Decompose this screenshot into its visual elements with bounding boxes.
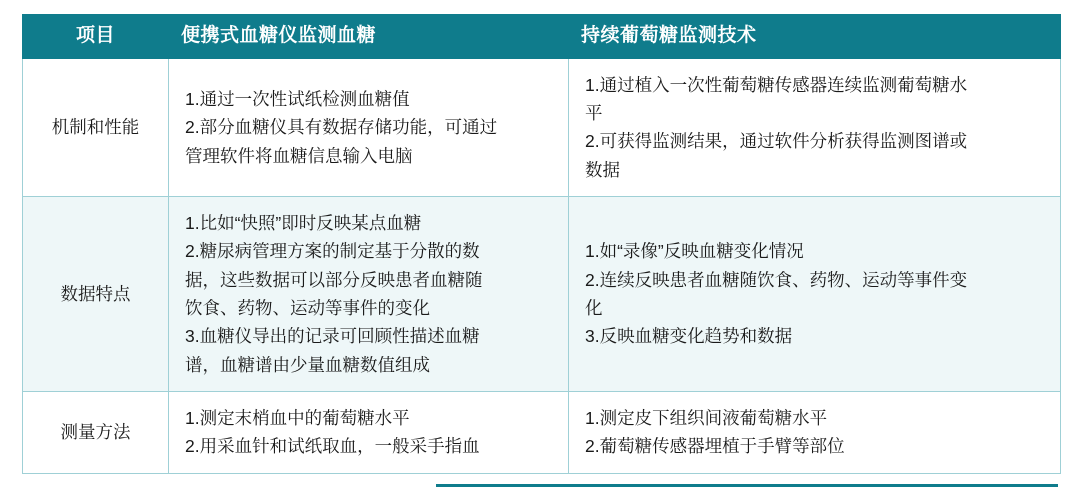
cell-line: 1.如“录像”反映血糖变化情况: [585, 241, 804, 262]
column-header-cgm: 持续葡萄糖监测技术: [569, 15, 1061, 59]
table-row: [23, 392, 1061, 474]
column-header-item: 项目: [23, 15, 169, 59]
row-label-mechanism: 机制和性能: [23, 58, 169, 196]
cell-line: 3.反映血糖变化趋势和数据: [585, 326, 793, 347]
cell-line: 3.血糖仪导出的记录可回顾性描述血糖: [185, 326, 480, 347]
cell-line: 1.通过一次性试纸检测血糖值: [185, 88, 410, 109]
row-label-measurement: 测量方法: [23, 392, 169, 474]
table-header: [23, 15, 1061, 59]
cell-line: 化: [585, 298, 603, 319]
cell-line: 2.糖尿病管理方案的制定基于分散的数: [185, 241, 480, 262]
cell-line: 1.通过植入一次性葡萄糖传感器连续监测葡萄糖水: [585, 74, 968, 95]
cell-mechanism-cgm: [569, 58, 1061, 196]
cell-measurement-cgm: [569, 392, 1061, 474]
row-label-data-features: 数据特点: [23, 197, 169, 392]
cell-line: 1.测定末梢血中的葡萄糖水平: [185, 408, 410, 429]
cell-line: 数据: [585, 159, 620, 180]
cell-data-features-smbg: [169, 197, 569, 392]
cell-line: 饮食、药物、运动等事件的变化: [185, 298, 430, 319]
cell-mechanism-smbg: [169, 58, 569, 196]
cell-line: 2.葡萄糖传感器埋植于手臂等部位: [585, 436, 845, 457]
cell-measurement-smbg: [169, 392, 569, 474]
table-header-row: [23, 15, 1061, 59]
table-body: [23, 58, 1061, 473]
cell-line: 2.可获得监测结果，通过软件分析获得监测图谱或: [585, 131, 968, 152]
cell-line: 1.测定皮下组织间液葡萄糖水平: [585, 408, 828, 429]
cell-line: 谱，血糖谱由少量血糖数值组成: [185, 354, 430, 375]
cell-line: 2.用采血针和试纸取血，一般采手指血: [185, 436, 480, 457]
footer-rule: [436, 484, 1058, 487]
table-row: [23, 58, 1061, 196]
cell-line: 1.比如“快照”即时反映某点血糖: [185, 213, 422, 234]
cell-line: 管理软件将血糖信息输入电脑: [185, 145, 413, 166]
comparison-table-container: [22, 14, 1060, 474]
table-row: [23, 197, 1061, 392]
cell-line: 据，这些数据可以部分反映患者血糖随: [185, 269, 483, 290]
column-header-smbg: 便携式血糖仪监测血糖: [169, 15, 569, 59]
cell-line: 2.连续反映患者血糖随饮食、药物、运动等事件变: [585, 269, 968, 290]
cell-line: 2.部分血糖仪具有数据存储功能，可通过: [185, 117, 498, 138]
comparison-table: [22, 14, 1061, 474]
cell-line: 平: [585, 103, 603, 124]
cell-data-features-cgm: [569, 197, 1061, 392]
